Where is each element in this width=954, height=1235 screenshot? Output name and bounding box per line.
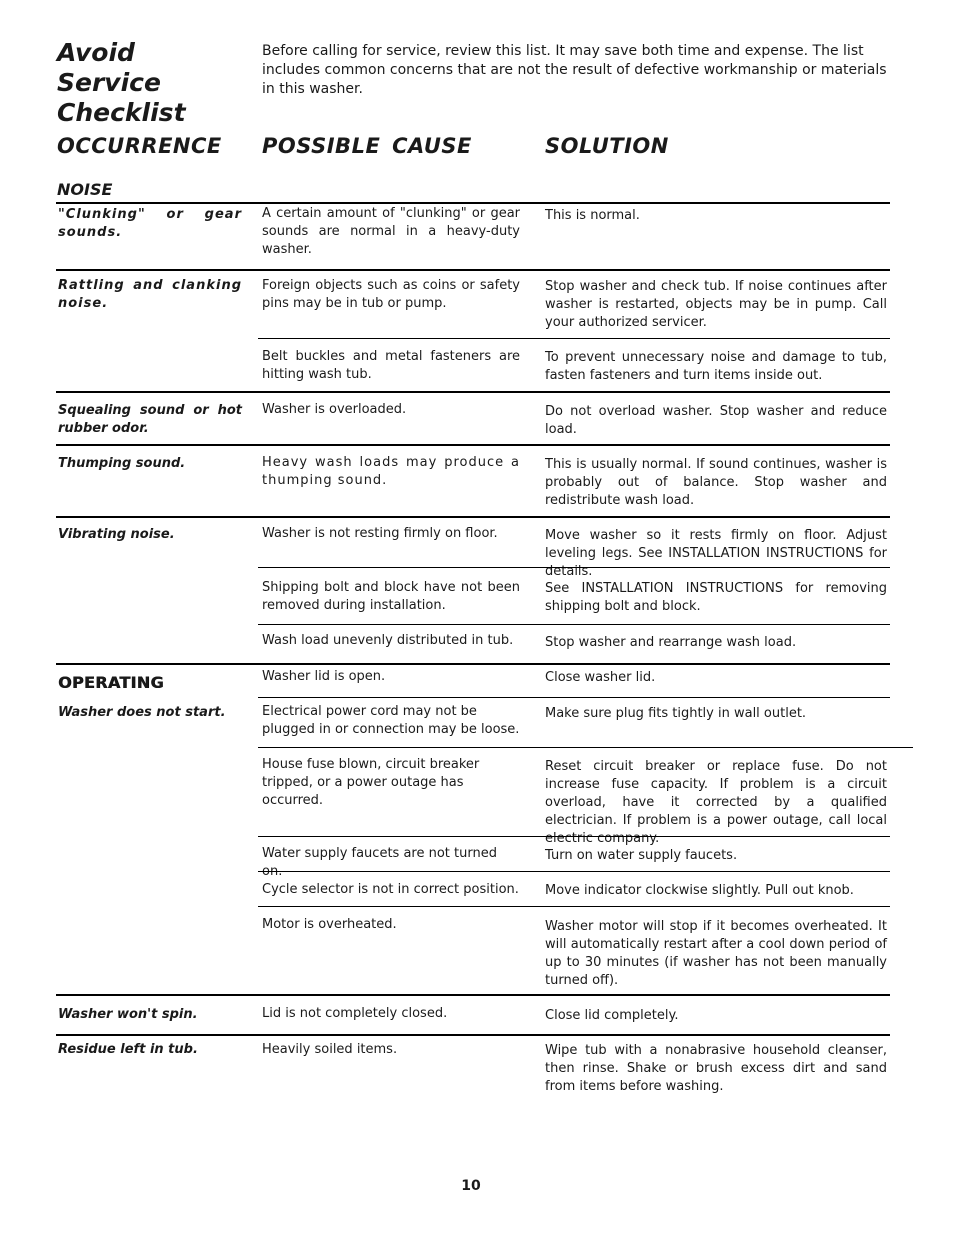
solution-fasten-fasteners: To prevent unnecessary noise and damage to tub, fasten fasteners and turn items inside out.: [545, 350, 887, 383]
solution-remove-bolt: See INSTALLATION INSTRUCTIONS for removing shipping bolt and block.: [545, 581, 887, 614]
occurrence-does-not-start: Washer does not start.: [58, 705, 226, 720]
solution-close-lid-completely: Close lid completely.: [545, 1008, 679, 1023]
divider: [56, 1034, 890, 1036]
divider: [258, 906, 890, 907]
solution-motor-restart: Washer motor will stop if it becomes overheated. It will automatically restart after a cool down period of up to 30 minutes (if washer has not been manually turned off).: [545, 919, 887, 988]
divider: [258, 697, 890, 698]
divider: [258, 871, 890, 872]
cause-power-cord: Electrical power cord may not be plugged in or connection may be loose.: [262, 704, 520, 737]
solution-rearrange: Stop washer and rearrange wash load.: [545, 635, 797, 650]
cause-foreign-objects: Foreign objects such as coins or safety pins may be in tub or pump.: [262, 278, 520, 311]
solution-reduce-load: Do not overload washer. Stop washer and reduce load.: [545, 404, 887, 437]
occurrence-residue: Residue left in tub.: [58, 1042, 198, 1057]
divider: [56, 202, 890, 204]
cause-shipping-bolt: Shipping bolt and block have not been removed during installation.: [262, 580, 520, 613]
cause-faucets-off: Water supply faucets are not turned on.: [262, 846, 497, 879]
solution-level-washer: Move washer so it rests firmly on floor. Adjust leveling legs. See INSTALLATION INSTRUCTIONS for details.: [545, 528, 887, 579]
solution-plug-outlet: Make sure plug fits tightly in wall outlet.: [545, 706, 807, 721]
cause-not-resting: Washer is not resting firmly on floor.: [262, 526, 498, 541]
occurrence-squealing: Squealing sound or hot rubber odor.: [58, 403, 242, 436]
solution-clunking: This is normal.: [545, 208, 640, 223]
divider: [258, 338, 890, 339]
cause-heavily-soiled: Heavily soiled items.: [262, 1042, 398, 1057]
cause-cycle-selector: Cycle selector is not in correct position.: [262, 882, 519, 897]
cause-heavy-loads: Heavy wash loads may produce a thumping sound.: [262, 455, 520, 488]
occurrence-wont-spin: Washer won't spin.: [58, 1007, 198, 1022]
divider: [258, 747, 913, 748]
divider: [258, 624, 890, 625]
divider: [258, 567, 890, 568]
divider: [56, 663, 890, 665]
page-title: Avoid Service Checklist: [57, 38, 186, 127]
column-header-cause: POSSIBLE CAUSE: [262, 134, 472, 158]
cause-belt-buckles: Belt buckles and metal fasteners are hitting wash tub.: [262, 349, 520, 382]
cause-uneven-load: Wash load unevenly distributed in tub.: [262, 633, 514, 648]
divider: [56, 516, 890, 518]
section-heading-noise: NOISE: [57, 180, 113, 199]
column-header-solution: SOLUTION: [545, 134, 669, 158]
divider: [56, 391, 890, 393]
solution-check-tub: Stop washer and check tub. If noise continues after washer is restarted, objects may be in pump. Call your authorized servicer.: [545, 279, 887, 330]
solution-move-indicator: Move indicator clockwise slightly. Pull out knob.: [545, 883, 854, 898]
cause-lid-not-closed: Lid is not completely closed.: [262, 1006, 448, 1021]
occurrence-rattling: Rattling and clanking noise.: [58, 278, 242, 311]
occurrence-thumping: Thumping sound.: [58, 456, 186, 471]
occurrence-vibrating: Vibrating noise.: [58, 527, 175, 542]
intro-text: Before calling for service, review this list. It may save both time and expense. The list includes common concerns that are not the result of defective workmanship or materials in this washer.: [262, 43, 887, 97]
solution-redistribute: This is usually normal. If sound continues, washer is probably out of balance. Stop washer and redistribute wash load.: [545, 457, 887, 508]
cause-motor-overheated: Motor is overheated.: [262, 917, 397, 932]
solution-reset-breaker: Reset circuit breaker or replace fuse. Do not increase fuse capacity. If problem is a circuit overload, have it corrected by a qualified electrician. If problem is a power outage, call local electric company.: [545, 759, 887, 846]
cause-overloaded: Washer is overloaded.: [262, 402, 407, 417]
page-number: 10: [461, 1178, 481, 1194]
column-header-occurrence: OCCURRENCE: [57, 134, 222, 158]
solution-turn-on-faucets: Turn on water supply faucets.: [545, 848, 738, 863]
cause-clunking: A certain amount of "clunking" or gear sounds are normal in a heavy-duty washer.: [262, 206, 520, 257]
divider: [56, 994, 890, 996]
solution-wipe-tub: Wipe tub with a nonabrasive household cleanser, then rinse. Shake or brush excess dirt and sand from items before washing.: [545, 1043, 887, 1094]
divider: [56, 269, 890, 271]
cause-lid-open: Washer lid is open.: [262, 669, 386, 684]
solution-close-lid: Close washer lid.: [545, 670, 656, 685]
cause-fuse-blown: House fuse blown, circuit breaker tripped, or a power outage has occurred.: [262, 757, 480, 808]
divider: [56, 444, 890, 446]
section-heading-operating: OPERATING: [58, 673, 164, 692]
occurrence-clunking: "Clunking" or gear sounds.: [58, 207, 242, 240]
divider: [258, 836, 890, 837]
